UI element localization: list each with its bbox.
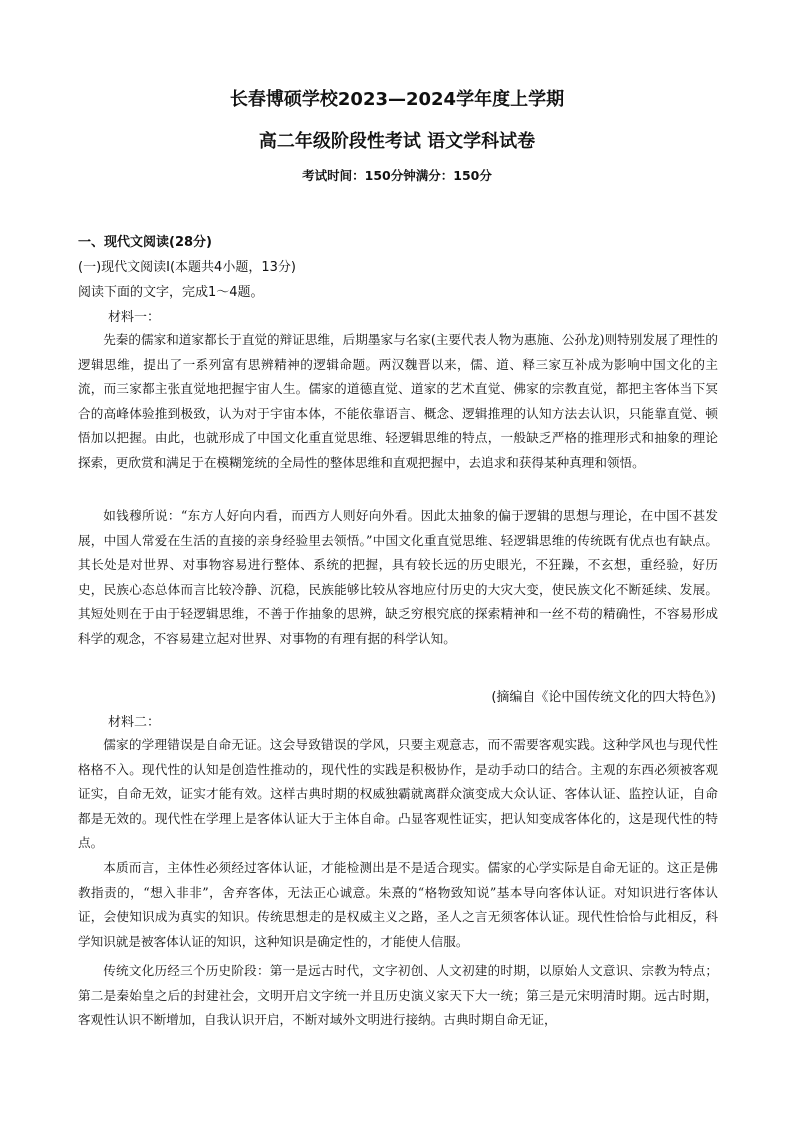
material-two-paragraph: 本质而言，主体性必须经过客体认证，才能检测出是不是适合现实。儒家的心学实际是自命无证的。这正是佛教指责的，“想入非非”，舍弃客体，无法正心诚意。朱熹的“格物致知说”基本导向客体认证。对知识进行客体认证，会使知识成为真实的知识。传统思想走的是权威主义之路，圣人之言无须客体认证。现代性恰恰与此相反，科学知识就是被客体认证的知识，这种知识是确定性的，才能使人信服。 [78,860,718,949]
material-one-paragraph: 先秦的儒家和道家都长于直觉的辩证思维，后期墨家与名家(主要代表人物为惠施、公孙龙)则特别发展了理性的逻辑思维，提出了一系列富有思辨精神的逻辑命题。两汉魏晋以来，儒、道、释三家互补成为影响中国文化的主流，而三家都主张直觉地把握宇宙人生。儒家的道德直觉、道家的艺术直觉、佛家的宗教直觉，都把主客体当下冥合的高峰体验推到极致，认为对于宇宙本体，不能依靠语言、概念、逻辑推理的认知方法去认识，只能靠直觉、顿悟加以把握。由此，也就形成了中国文化重直觉思维、轻逻辑思维的特点，一般缺乏严格的推理形式和抽象的理论探索，更欣赏和满足于在模糊笼统的全局性的整体思维和直观把握中，去追求和获得某种真理和领悟。 [78,332,718,470]
section-heading: 一、现代文阅读(28分) [78,235,212,250]
exam-title-school: 长春博硕学校2023—2024学年度上学期 [229,89,565,110]
material-one-source: (摘编自《论中国传统文化的四大特色》) [491,690,716,705]
material-two-paragraph: 传统文化历经三个历史阶段：第一是远古时代，文字初创、人文初建的时期，以原始人文意识、宗教为特点；第二是秦始皇之后的封建社会，文明开启文字统一并且历史演义家天下大一统；第三是元宋明清时期。远古时期，客观性认识不断增加，自我认识开启，不断对域外文明进行接纳。古典时期自命无证， [78,963,718,1028]
exam-time-info: 考试时间：150分钟满分：150分 [302,168,492,183]
exam-title-subject: 高二年级阶段性考试 语文学科试卷 [258,131,536,152]
material-two-paragraph: 儒家的学理错误是自命无证。这会导致错误的学风，只要主观意志，而不需要客观实践。这种学风也与现代性格格不入。现代性的认知是创造性推动的，现代性的实践是积极协作，是动手动口的结合。主观的东西必须被客观证实，自命无效，证实才能有效。这样古典时期的权威独霸就离群众演变成大众认证、客体认证、监控认证，自命都是无效的。现代性在学理上是客体认证大于主体自命。凸显客观性证实，把认知变成客体化的，这是现代性的特点。 [78,737,718,851]
reading-instruction: 阅读下面的文字，完成1～4题。 [78,285,264,300]
material-two-label: 材料二： [108,715,161,730]
section-subheading: (一)现代文阅读Ⅰ(本题共4小题，13分) [78,260,296,275]
material-one-label: 材料一： [108,310,161,325]
material-one-paragraph: 如钱穆所说：“东方人好向内看，而西方人则好向外看。因此太抽象的偏于逻辑的思想与理论，在中国不甚发展，中国人常爱在生活的直接的亲身经验里去领悟。”中国文化重直觉思维、轻逻辑思维的传统既有优点也有缺点。其长处是对世界、对事物容易进行整体、系统的把握，具有较长远的历史眼光，不狂躁，不玄想，重经验，好历史，民族心态总体而言比较冷静、沉稳，民族能够比较从容地应付历史的大灾大变，使民族文化不断延续、发展。其短处则在于由于轻逻辑思维，不善于作抽象的思辨，缺乏穷根究底的探索精神和一丝不苟的精确性，不容易形成科学的观念，不容易建立起对世界、对事物的有理有据的科学认知。 [78,508,718,646]
